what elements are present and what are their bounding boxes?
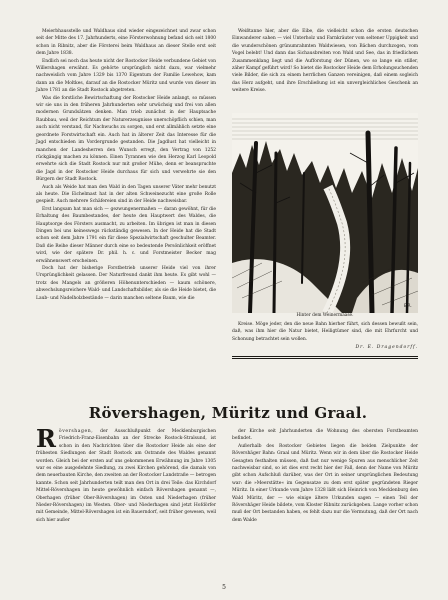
page-number: 5 (222, 584, 226, 591)
section-heading: Rövershagen, Müritz und Graal. (88, 404, 368, 422)
paragraph: Erst langsam hat man sich — gezwungenermaßen — daran gewöhnt, für die Erhaltung des Baumbestandes, der heute den Hauptwert des Waldes, die Hauptsorge des Försters ausmacht, zu arbeiten. Im übrigen ist man in diesen Dingen bei uns keineswegs rückständig gewesen. In der Heide hat die Stadt schon seit dem Jahre 1791 ein für diese Spezialwirtschaft geschulter Beamter. Daß die Reihe dieser Männer durch eine so bedeutende Persönlichkeit eröffnet wird, wie der spätere Dr. phil. h. c. und Forstmeister Becker mag erwähnenswert erscheinen. (36, 206, 216, 264)
forest-illustration (232, 113, 418, 317)
section-divider (232, 356, 418, 359)
paragraph: Weißtanne hier, aber die Eibe, die vielleicht schon die ersten deutschen Einwanderer sahen — viel Unterholz und Farnkräuter vom seltener Uppigkeit und die wunderschönen grünumrahmten Waldwiesen, von Bächen durchzogen, vom Vogel belebt! Und dann das Sichausbreiten von Wald und See, das in friedlichem Zusammenklang liegt und die Aufforstung der Dünen, wo so lange ein stiller, zäher Kampf geführt wird! So bietet die Rostocker Heide dem Erholungsuchenden viele Bilder, die sich zu einem herrlichen Ganzen vereinigen, daß einem sogleich das Herz aufgeht, und ihre Erschließung ist ein unvergleichliches Geschenk an weitere Kreise. (232, 29, 418, 94)
svg-text:E.R.: E.R. (404, 303, 412, 308)
paragraph: der Ausschlußpunkt der Mecklenburgischen Friedrich-Franz-Eisenbahn an der Strecke Rostock-Stralsund, ist schon in den Nachrichten über die Rostocker Heide als eine der frühesten Siedlungen der Stadt Rostock am Ostrande des Waldes genannt worden. Gleich bei der ersten auf uns gekommenen Erwähnung im Jahre 1305 war es eine ausgedehnte Siedlung, zu zwei Kirchen gehörend, die damals von dem neuerbauten Kirche, den zweiten an der Rostocker Landstraße — betrogen kannte. Schon seit Jahrhunderten teilt man den Ort in drei Teile: das Kirchdorf Mittel-Rövershagen im heute gewöhnlich einfach Rövershagen genannt —, Oberhagen (früher Ober-Rövershagen) im Osten und Niederhagen (früher Nieder-Rövershagen) im Westen. Ober- und Niederhagen sind jetzt Hofdörfer mit Gemeinde, Mittel-Rövershagen ist ein Bauerndorf, seit früher gewesen, weil sich hier außer (36, 429, 216, 523)
illustration-caption: Hinter dem Weinermaase. (296, 313, 354, 318)
paragraph: Meierbhausstelle und Waldhaus sind wieder eingezeichnet und zwar schon seit der Mitte des 17. Jahrhunderts, eine Försterwohnung befand sich seit 1800 schon in Ribnitz, aber die Försterei beim Waldhaus an dieser Stelle erst seit dem Jahre 1838. (36, 29, 216, 57)
article-column-top-right-end (232, 321, 418, 352)
paragraph: Auch als Weide hat man den Wald in den Tagen unserer Väter mehr benutzt als heute. Die Eichelmast hat in der alten Schweinezucht eine große Rolle gespielt. Auch mehrere Schäfereien sind in der Heide nachweisbar. (36, 184, 216, 205)
paragraph: Doch hat der bisherige Forstbetrieb unserer Heide viel von ihrer Ursprünglichkeit gelassen. Der Naturfreund dankt ihm heute. Es gibt wohl — trotz des Mangels an größeren Höhenunterschieden — kaum schönere, abwechslungsreichere Wald- und Landschaftsbilder, als sie die Heide bietet, die Laub- und Nadelholzbestände — darin manchen seltene Baum, wie die (36, 266, 216, 301)
article-column-top-left (36, 28, 216, 302)
lead-word: övershagen, (58, 429, 94, 434)
drop-cap: R (36, 424, 56, 453)
paragraph: Außerhalb des Rostocker Gebietes liegen die beiden Zielpunkte der Rövershäger Bahn: Graal und Müritz. Wenn wir in dem über die Rostocker Heide Gesagten festhalten müssen, daß fast nur wenige Spuren aus menschlicher Zeit nachweisbar sind, so ist dies erst recht hier der Fall, denn der Name von Müritz gibt schon Aufschluß darüber, was der Ort in seiner ursprünglichen Bedeutung war: die »Meerstätte« im Gegensatze zu dem erst später gegründeten Rieger Müritz. In einer Urkunde vom Jahre 1328 läßt sich Heinrich von Mecklenburg den Wald Müritz, der — wie einige ältere Urkunden sagen — einen Teil der Rövershäger Heide bildete, vom Kloster Ribnitz zurückgeben. Lange vorher schon muß der Ort bestanden haben, es fehlt dazu nur die Vermutung, daß der Ort nach dem Walde (232, 443, 418, 523)
paragraph: Endlich sei noch das heute nicht der Rostocker Heide verbundene Gebiet von Willershagen erwähnt. Es gehörte ursprünglich nicht dazu, war vielmehr nachweislich vom Jahre 1329 bis 1370 Eigentum der Familie Lewehow, kam dann an die Moltkes, darauf an die Rostocker Müritz und wurde von dieser im Jahre 1781 an die Stadt Rostock abgetreten. (36, 58, 216, 94)
article-column-top-right (232, 28, 418, 95)
article-column-bottom-right (232, 428, 418, 524)
author-signature: Dr. E. Dragendorff. (355, 345, 418, 351)
paragraph: Was die forstliche Bewirtschaftung der Rostocker Heide anlangt, so müssen wir sie uns in den früheren Jahrhunderten sehr urwüchsig und frei von allen modernen Grundsätzen denken. Man trieb zunächst in der Hauptsache Raubbau, weil der Reichtum der Naturerzeugnisse unerschöpflich schien, man auch nicht verstand, für Nachwuchs zu sorgen, und erst allmählich setzte eine geordnete Forstwirtschaft ein. Auch hat in älterer Zeit das Interesse für die Jagd entschieden im Vordergrunde gestanden. Die Jagdlust hat vielleicht in manchen der Landesherren den Wunsch erregt, den Vertrag von 1252 rückgängig machen zu können. Einen Tyrannen wie den Herzog Karl Leopold erwehrte sich die Stadt Rostock nur mit großer Mühe, denn er beanspruchte die Jagd in der Rostocker Heide durchaus für sich und verwehrte sie den Bürgern der Stadt Rostock. (36, 95, 216, 183)
paragraph: der Kirche seit Jahrhunderten die Wohnung des obersten Forstbeamten befindet. (232, 429, 418, 442)
article-column-bottom-left (36, 424, 216, 524)
paragraph: Kreise. Möge jeder, den die neue Bahn hierher führt, sich dessen bewußt sein, daß, was ihm hier die Natur bietet, Heiligtümer sind, die mit Ehrfurcht und Schonung betrachtet sein wollen. (232, 322, 418, 342)
